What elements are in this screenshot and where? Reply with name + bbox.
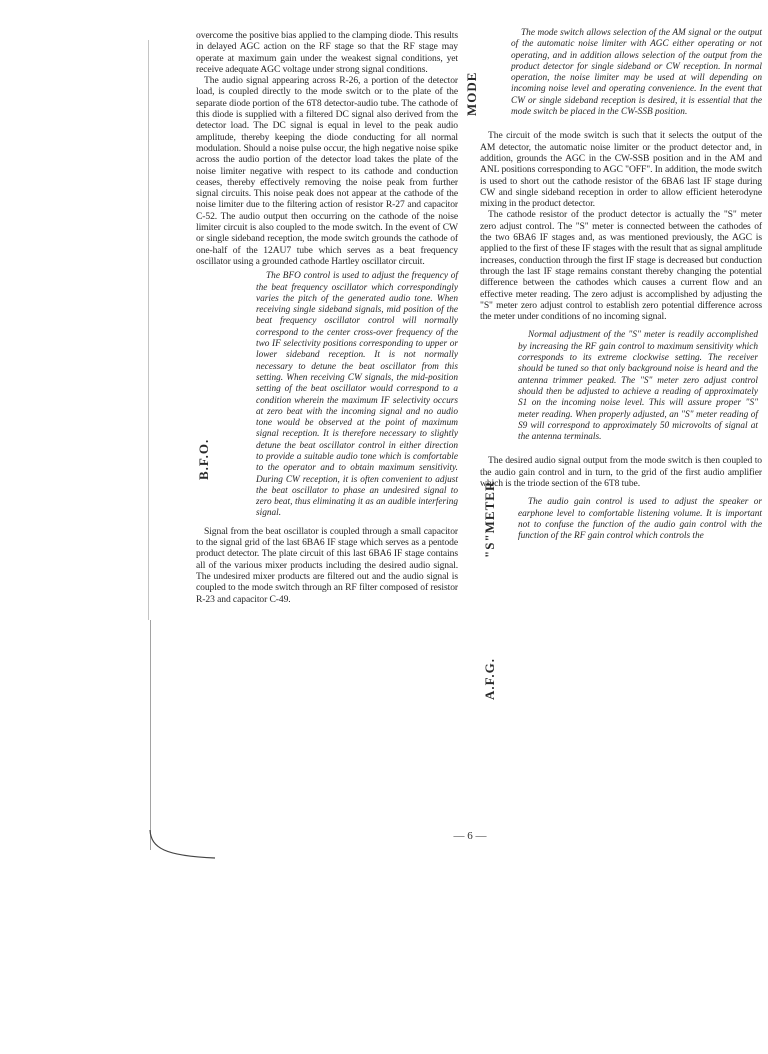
paragraph-audio-output: The desired audio signal output from the mode switch is then coupled to the audio gain control and in turn, to the grid of the first audio amplifier which is the triode section of the 6T8 tube. xyxy=(480,455,762,489)
paragraph-delayed-agc: overcome the positive bias applied to the clamping diode. This results in delayed AGC action on the RF stage so that the RF stage may operate at maximum gain under the weakest signal conditions, yet receive adequate AGC voltage under strong signal conditions. xyxy=(196,30,458,75)
page-number: — 6 — xyxy=(453,830,487,842)
scan-corner-curve xyxy=(145,830,225,860)
right-column xyxy=(480,28,762,542)
paragraph-noise-limiter: The audio signal appearing across R-26, a portion of the detector load, is coupled directly to the mode switch or to the plate of the separate diode portion of the 6T8 detector-audio tube. The cathode of this diode is supplied with a filtered DC signal also derived from the detector load. The DC signal is equal in level to the peak audio amplitude, thereby keeping the diode conducting for all normal modulation. Should a noise pulse occur, the high negative noise spike across the audio portion of the detector load takes the plate of the noise limiter negative with respect to its cathode and conduction ceases, thereby effectively removing the noise peak from further signal circuits. This noise peak does not appear at the cathode of the noise limiter due to the filtering action of resistor R-27 and capacitor C-52. The audio output then occurring on the cathode of the noise limiter circuit is also coupled to the mode switch. In the event of CW or single sideband reception, the mode switch grounds the cathode of one-half of the 12AU7 tube which serves as a beat frequency oscillator using a grounded cathode Hartley oscillator circuit. xyxy=(196,75,458,267)
bfo-control-note: The BFO control is used to adjust the frequency of the beat frequency oscillator which correspondingly varies the pitch of the generated audio tone. When receiving single sideband signals, mid position of the beat frequency oscillator control will normally correspond to the center cross-over frequency of the two IF selectivity positions corresponding to upper or lower sideband reception. It is not normally necessary to detune the beat oscillator from this setting. When receiving CW signals, the mid-position setting of the beat oscillator would correspond to a condition wherein the maximum IF selectivity occurs at zero beat with the incoming signal and no audio tone would be observed at the point of maximum signal reception. It is therefore necessary to slightly detune the beat oscillator control in either direction to provide a suitable audio tone which is comfortable to the operator and to obtain maximum sensitivity. During CW reception, it is often convenient to adjust the beat oscillator to phase an undesired signal to zero beat, thus eliminating it as an audible interfering signal. xyxy=(256,271,458,519)
scan-edge-line-lower xyxy=(150,620,151,850)
side-label-s-meter: "S"METER xyxy=(482,480,497,558)
scan-edge-line-upper xyxy=(148,40,149,620)
mode-switch-note: The mode switch allows selection of the AM signal or the output of the automatic noise limiter with AGC either operating or not operating, and in addition allows selection of the output from the product detector for single sideband or CW reception. In normal operation, the noise limiter may be used at will depending on incoming noise level and operating convenience. In the event that CW or single sideband reception is desired, it is essential that the mode switch be placed in the CW-SSB position. xyxy=(511,28,762,118)
side-label-bfo: B.F.O. xyxy=(196,438,211,480)
side-label-afg: A.F.G. xyxy=(482,658,497,700)
paragraph-s-meter-circuit: The cathode resistor of the product detector is actually the "S" meter zero adjust control. The "S" meter is connected between the cathodes of the two 6BA6 IF stages and, as was mentioned previously, the AGC is applied to the first of these IF stages with the result that as signal amplitude increases, conduction through the first IF stage is decreased but conduction through the last IF stage remains constant thereby changing the potential difference between the cathodes which causes a current flow and an effective meter reading. The zero adjust is accomplished by adjusting the "S" meter zero adjust control to establish zero potential difference across the meter under conditions of no incoming signal. xyxy=(480,209,762,323)
paragraph-mode-circuit: The circuit of the mode switch is such that it selects the output of the AM detector, the automatic noise limiter or the product detector and, in addition, grounds the AGC in the CW-SSB position and in the AM and ANL positions corresponding to AGC "OFF". In addition, the mode switch is used to short out the cathode resistor of the 6BA6 last IF stage during CW and single sideband reception in order to allow efficient heterodyne mixing in the product detector. xyxy=(480,130,762,210)
audio-gain-note: The audio gain control is used to adjust the speaker or earphone level to comfortable listening volume. It is important not to confuse the function of the audio gain control with the function of the RF gain control which controls the xyxy=(518,497,762,542)
paragraph-product-detector: Signal from the beat oscillator is coupled through a small capacitor to the signal grid of the last 6BA6 IF stage which serves as a pentode product detector. The plate circuit of this last 6BA6 IF stage contains all of the various mixer products including the desired audio signal. The undesired mixer products are filtered out and the audio signal is coupled to the mode switch through an RF filter composed of resistor R-23 and capacitor C-49. xyxy=(196,525,458,605)
left-column xyxy=(196,30,458,605)
s-meter-adjustment-note: Normal adjustment of the "S" meter is readily accomplished by increasing the RF gain control to maximum sensitivity which corresponds to its extreme clockwise setting. The receiver should be tuned so that only background noise is heard and the antenna trimmer peaked. The "S" meter zero adjust control should then be adjusted to achieve a reading of approximately S1 on the incoming noise level. This will assure proper "S" meter reading. When properly adjusted, an "S" meter reading of S9 will correspond to approximately 50 microvolts of signal at the antenna terminals. xyxy=(518,330,758,443)
side-label-mode: MODE xyxy=(464,71,479,116)
